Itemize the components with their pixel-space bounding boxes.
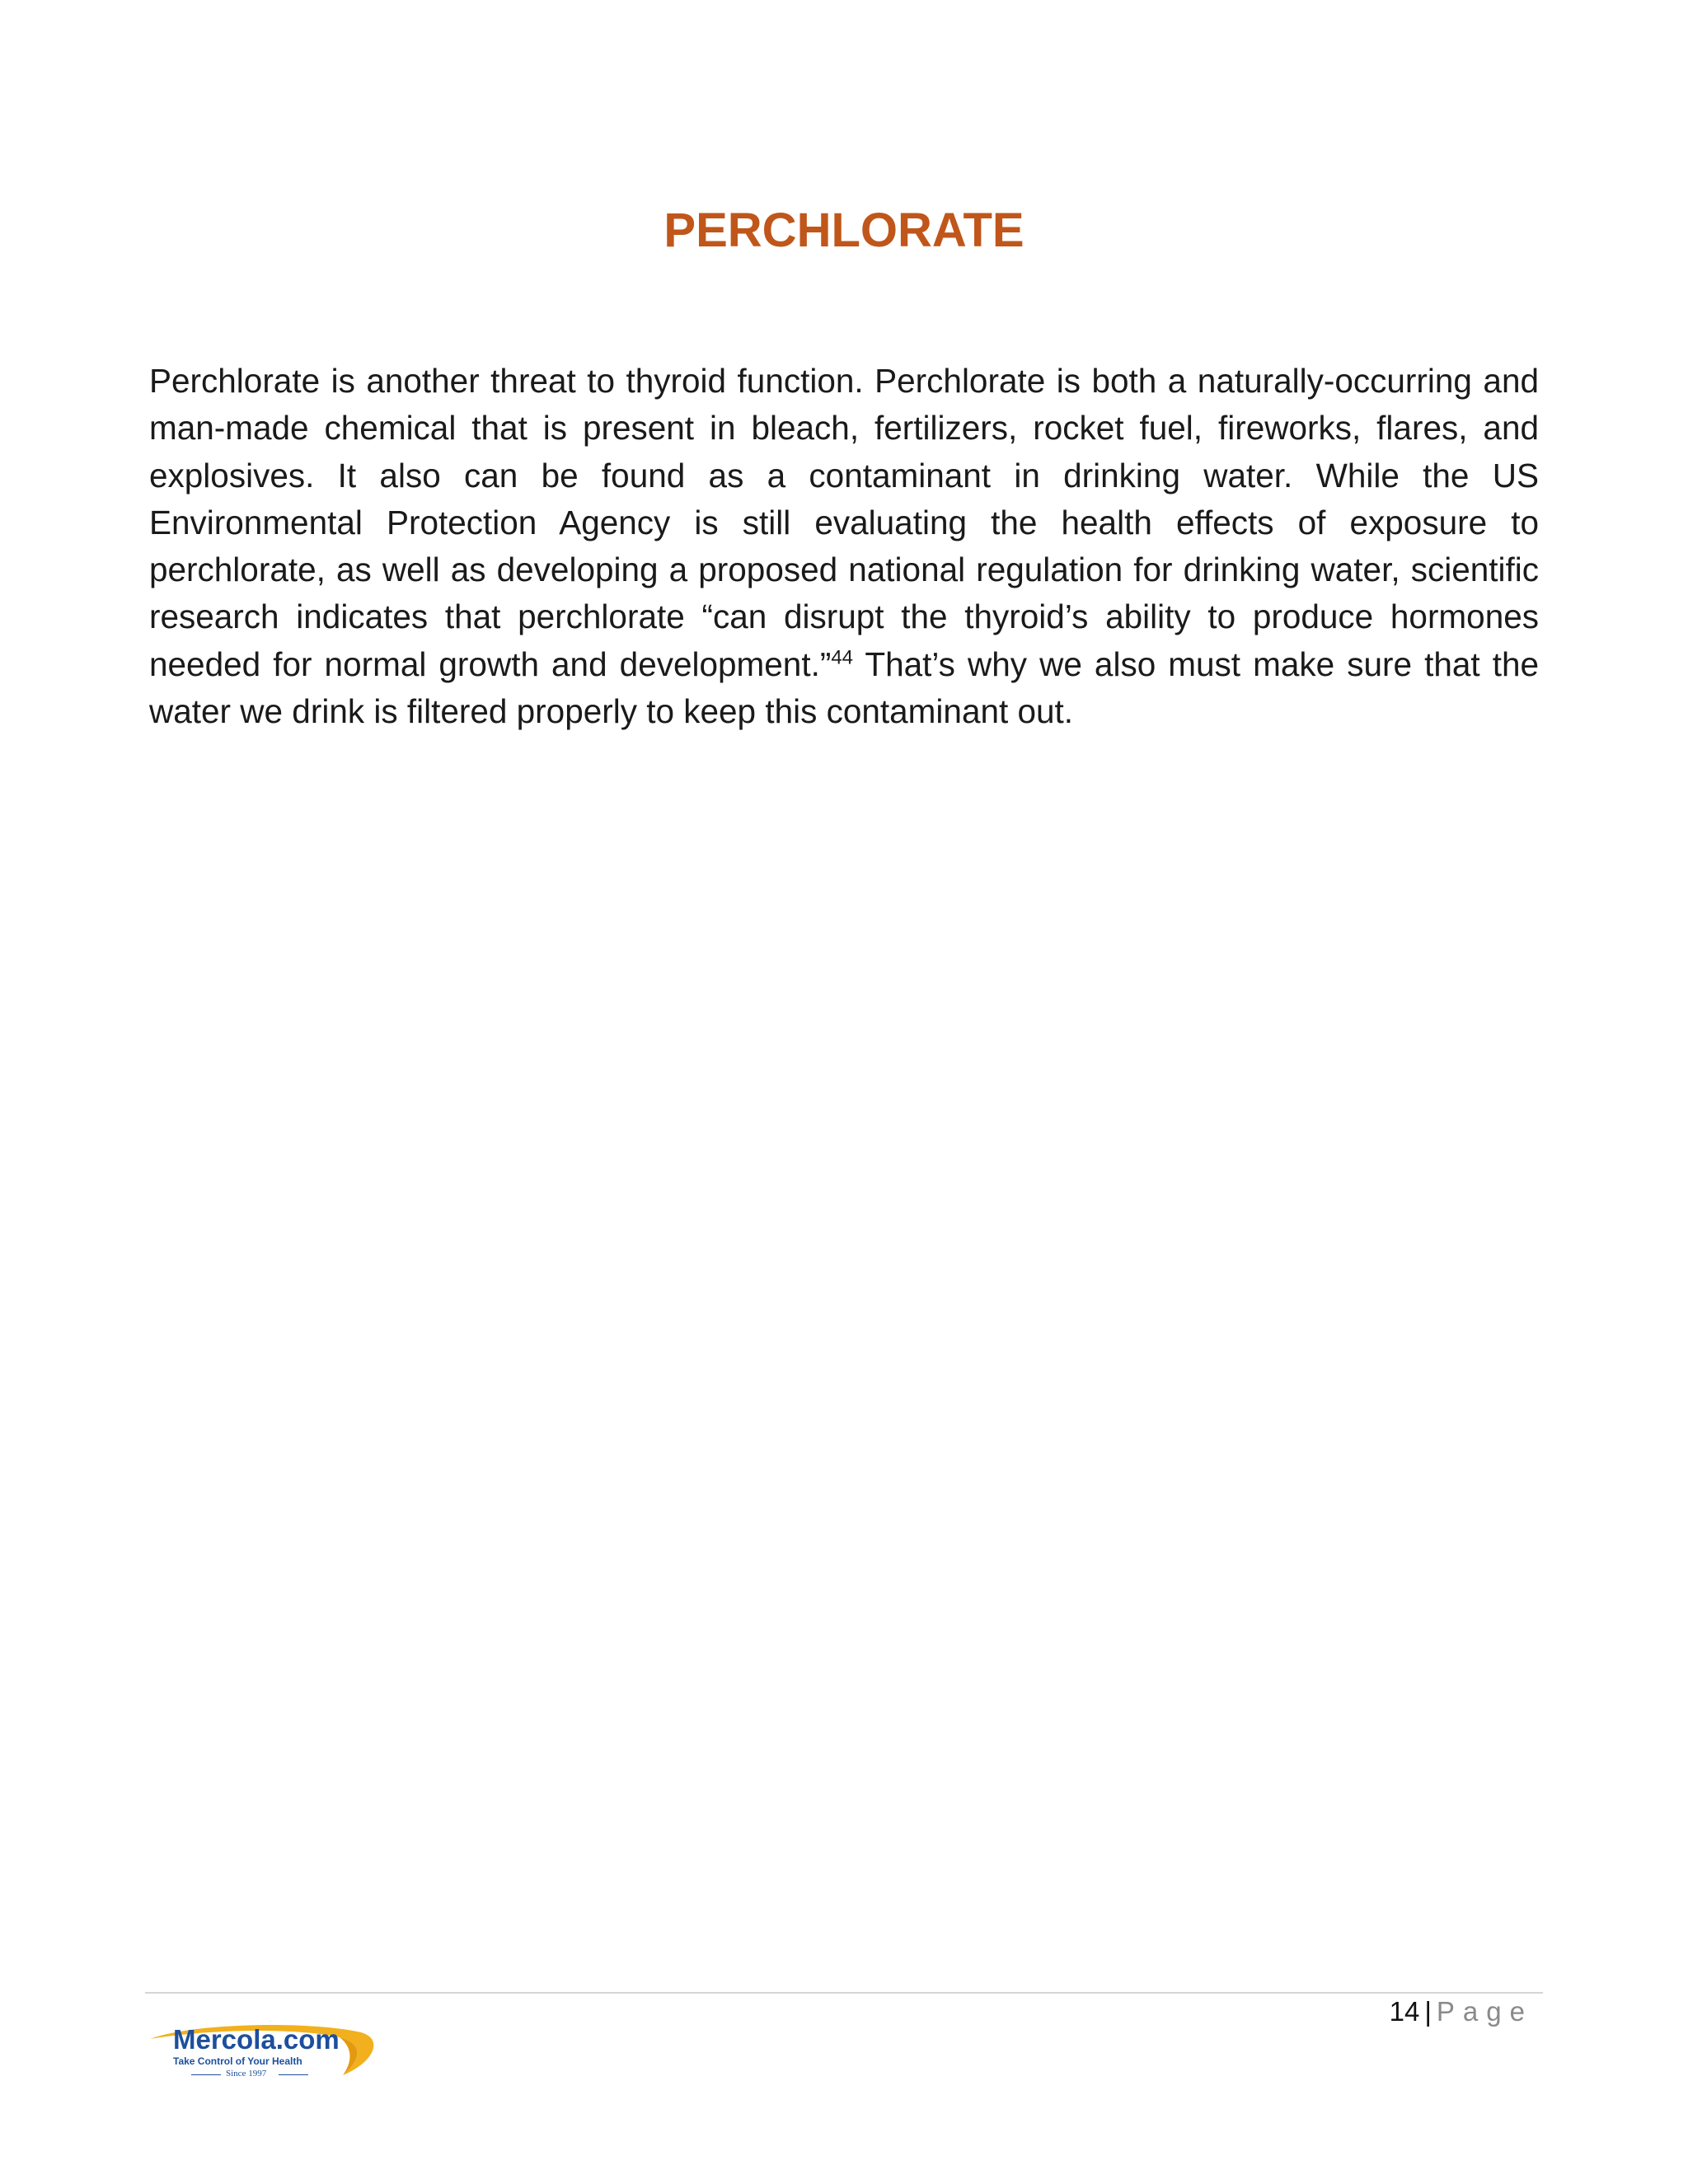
- logo-since: Since 1997: [226, 2069, 267, 2079]
- paragraph-text-part-1: Perchlorate is another threat to thyroid function. Perchlorate is both a naturally-occurring and man-made chemical that is present in bleach, fertilizers, rocket fuel, fireworks, flares, and explosives. It also can be found as a contaminant in drinking water. While the US Environmental Protection Agency is still evaluating the health effects of exposure to perchlorate, as well as developing a proposed national regulation for drinking water, scientific research indicates that perchlorate “can disrupt the thyroid’s ability to produce hormones needed for normal growth and development.”: [149, 362, 1539, 683]
- logo-name: Mercola.com: [173, 2024, 340, 2055]
- footnote-reference: 44: [831, 646, 854, 669]
- page-word: Page: [1436, 1996, 1533, 2027]
- page-number-label: [1390, 1996, 1533, 2027]
- logo-tagline: Take Control of Your Health: [173, 2055, 302, 2067]
- page-number-separator: |: [1424, 1996, 1432, 2027]
- mercola-logo: [145, 2021, 377, 2088]
- footer-divider: [145, 1992, 1543, 1994]
- body-paragraph: [149, 358, 1539, 735]
- logo-since-rule-left: [191, 2074, 221, 2075]
- logo-since-rule-right: [279, 2074, 308, 2075]
- paragraph-text-part-2: That’s why we also must make sure that the water we drink is filtered properly to keep this contaminant out.: [149, 644, 1539, 731]
- page-number: 14: [1389, 1996, 1420, 2027]
- page-title: PERCHLORATE: [663, 204, 1025, 257]
